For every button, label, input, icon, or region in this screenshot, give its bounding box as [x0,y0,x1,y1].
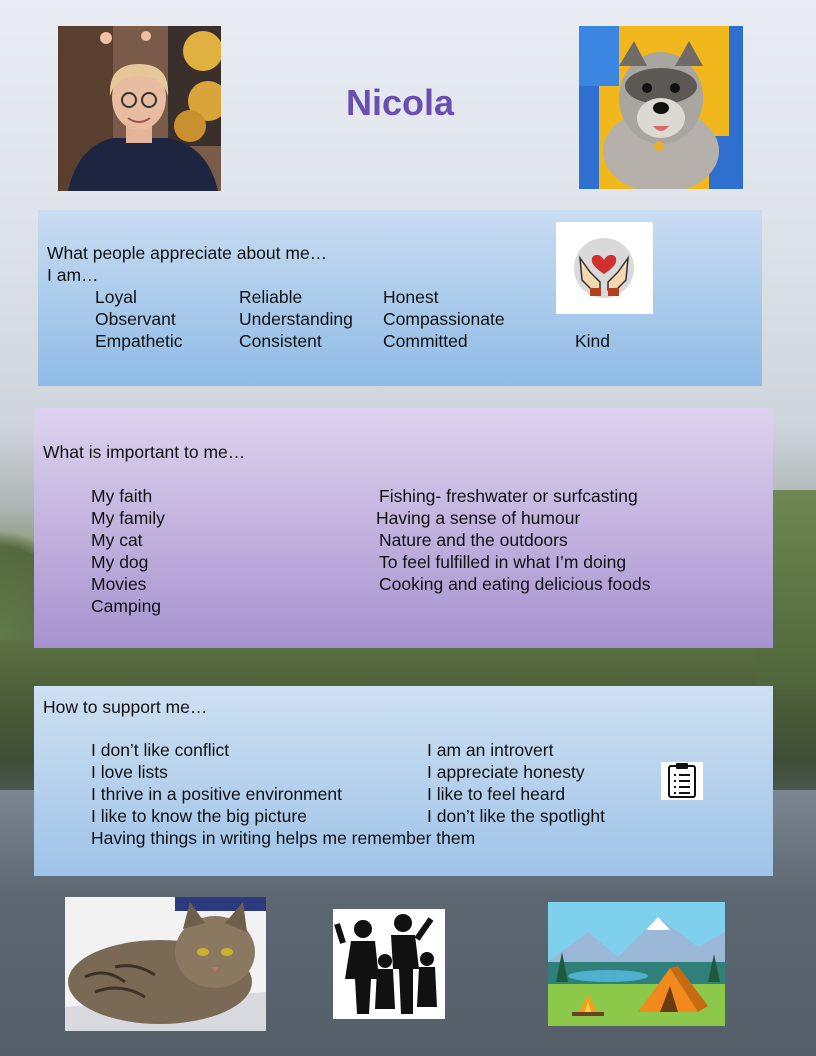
support-item: I like to feel heard [427,784,566,804]
important-heading: What is important to me… [43,442,246,462]
support-item: I like to know the big picture [91,806,307,826]
important-item: My faith [91,486,153,506]
support-item: I don’t like the spotlight [427,806,606,826]
support-item: I love lists [91,762,168,782]
trait-item-kind: Kind [575,331,611,351]
family-icon [333,909,445,1019]
important-item: Movies [91,574,147,594]
important-item: To feel fulfilled in what I’m doing [379,552,627,572]
support-item: I don’t like conflict [91,740,230,760]
clipboard-checklist-icon [661,762,703,800]
portrait-photo [58,26,221,191]
appreciate-intro: I am… [47,265,99,285]
important-item: Camping [91,596,162,616]
trait-item: Committed [383,331,468,351]
support-heading: How to support me… [43,697,208,717]
support-item: I appreciate honesty [427,762,585,782]
dog-photo [579,26,743,189]
important-item: My cat [91,530,143,550]
important-item: My dog [91,552,149,572]
important-item: My family [91,508,165,528]
camping-illustration [548,902,725,1026]
support-panel [34,686,773,876]
caring-hands-heart-icon [556,222,653,314]
trait-item: Empathetic [95,331,183,351]
trait-item: Loyal [95,287,137,307]
appreciate-panel [38,210,762,386]
important-item: Having a sense of humour [376,508,581,528]
important-panel [34,408,773,648]
support-item-full: Having things in writing helps me remember them [91,828,476,848]
cat-photo [65,897,266,1031]
important-item: Nature and the outdoors [379,530,568,550]
trait-item: Observant [95,309,176,329]
trait-item: Reliable [239,287,303,307]
support-item: I thrive in a positive environment [91,784,342,804]
support-item: I am an introvert [427,740,554,760]
trait-item: Understanding [239,309,353,329]
trait-item: Consistent [239,331,322,351]
trait-item: Compassionate [383,309,505,329]
page-title: Nicola [345,82,455,123]
appreciate-heading: What people appreciate about me… [47,243,328,263]
important-item: Fishing- freshwater or surfcasting [379,486,638,506]
important-item: Cooking and eating delicious foods [379,574,651,594]
trait-item: Honest [383,287,439,307]
